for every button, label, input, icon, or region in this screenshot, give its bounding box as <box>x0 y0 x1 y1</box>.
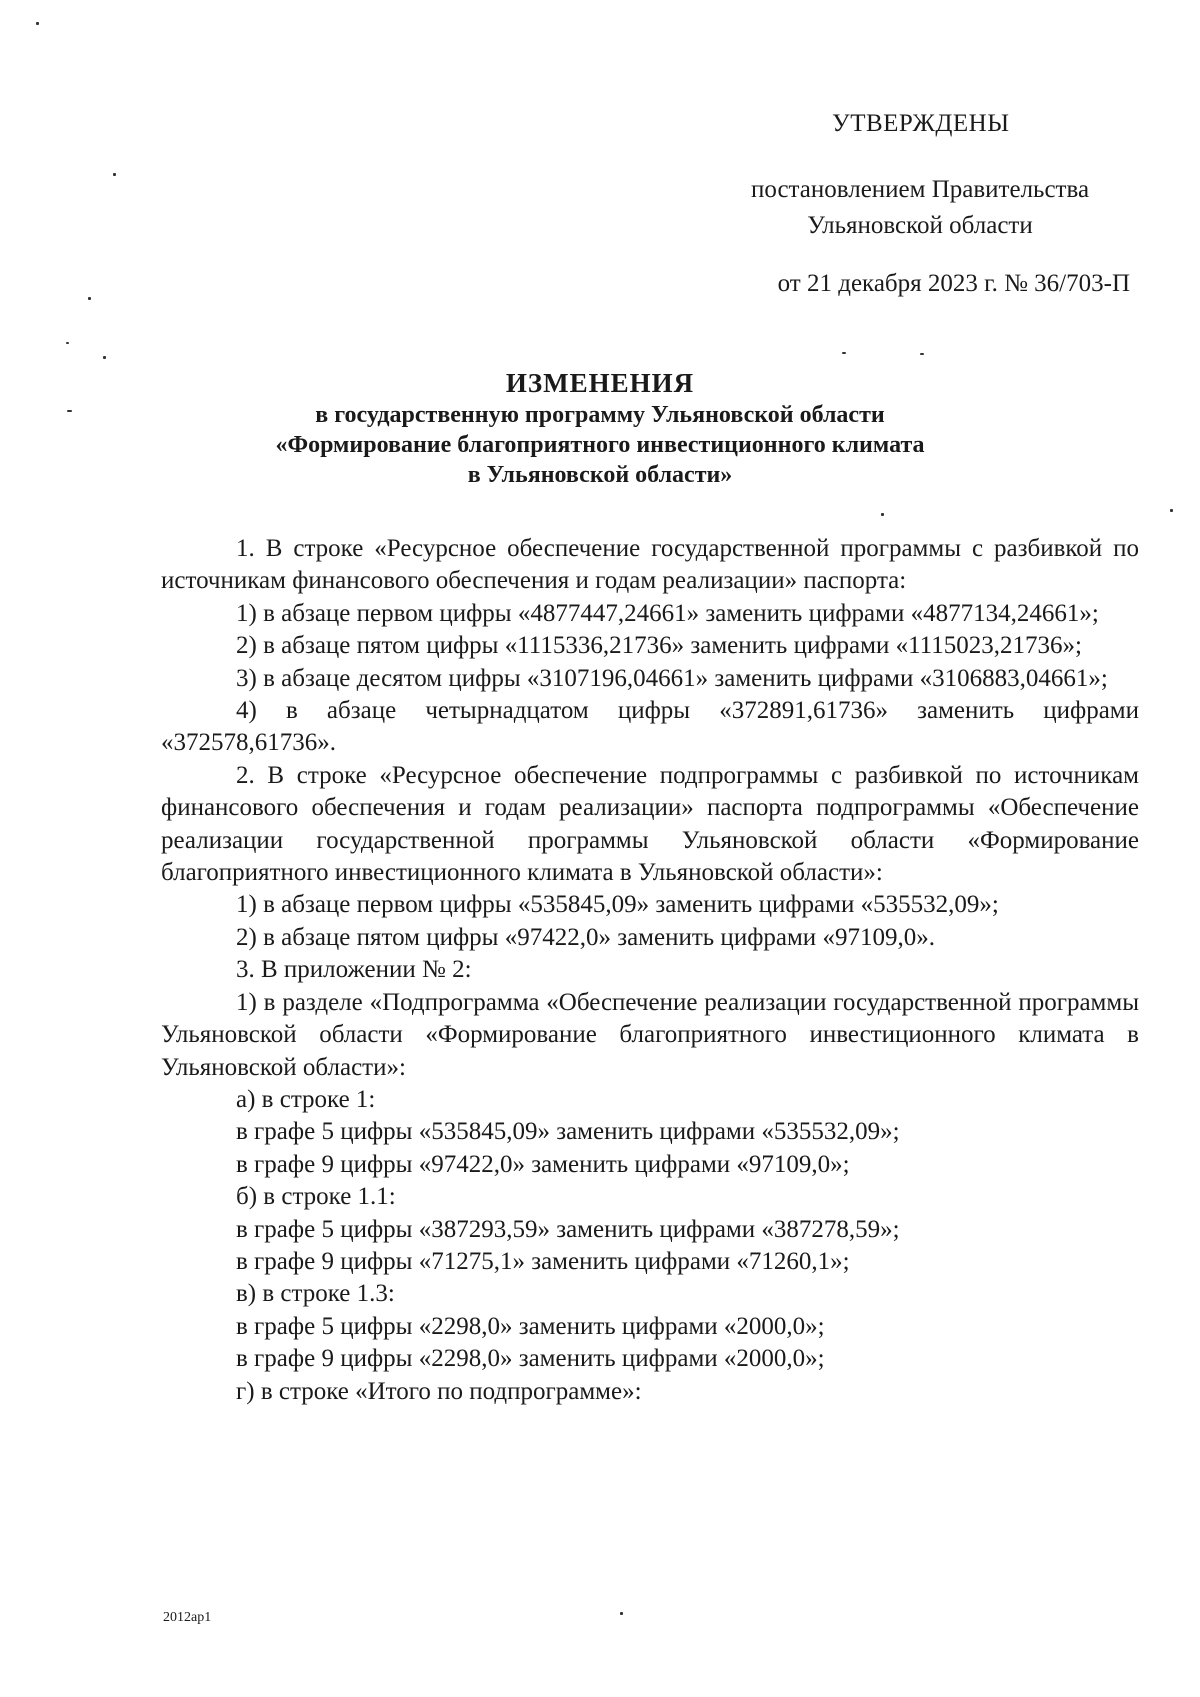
list-item: в графе 5 цифры «2298,0» заменить цифрами «2000,0»; <box>236 1312 825 1340</box>
scan-speck <box>1170 509 1173 512</box>
scan-speck <box>842 352 846 354</box>
paragraph-3: 3. В приложении № 2: <box>236 956 472 984</box>
title-main: ИЗМЕНЕНИЯ <box>505 368 695 398</box>
paragraph-1: 1. В строке «Ресурсное обеспечение государственной программы с разбивкой по источникам финансового обеспечения и годам реализации» паспорта: <box>161 535 1139 595</box>
approval-heading: УТВЕРЖДЕНЫ <box>832 110 1010 137</box>
footer-code: 2012ap1 <box>163 1610 212 1625</box>
scan-speck <box>88 297 91 300</box>
approval-line-1: постановлением Правительства <box>750 176 1090 203</box>
approval-line-2: Ульяновской области <box>807 212 1033 239</box>
document-title <box>150 366 1050 490</box>
title-line-2: «Формирование благоприятного инвестиционного климата <box>275 432 925 458</box>
paragraph-2: 2. В строке «Ресурсное обеспечение подпрограммы с разбивкой по источникам финансового обеспечения и годам реализации» паспорта подпрограммы «Обеспечение реализации государственной программы Ульяновской области «Формирование благоприятного инвестиционного климата в Ульяновской области»: <box>161 761 1139 887</box>
document-body <box>161 533 1139 1408</box>
approval-date: от 21 декабря 2023 г. № 36/703-П <box>777 270 1130 297</box>
list-item: в) в строке 1.3: <box>236 1280 395 1308</box>
list-item: в графе 5 цифры «387293,59» заменить цифрами «387278,59»; <box>236 1215 900 1243</box>
title-line-1: в государственную программу Ульяновской области <box>315 402 885 428</box>
list-item: в графе 9 цифры «71275,1» заменить цифрами «71260,1»; <box>236 1247 850 1275</box>
scan-speck <box>881 513 884 516</box>
scan-speck <box>920 353 924 355</box>
paragraph-1-item-3: 3) в абзаце десятом цифры «3107196,04661» заменить цифрами «3106883,04661»; <box>236 664 1108 692</box>
scan-speck <box>113 173 116 176</box>
list-item: а) в строке 1: <box>236 1085 376 1113</box>
paragraph-1-item-1: 1) в абзаце первом цифры «4877447,24661» заменить цифрами «4877134,24661»; <box>236 599 1099 627</box>
paragraph-1-item-2: 2) в абзаце пятом цифры «1115336,21736» заменить цифрами «1115023,21736»; <box>236 632 1082 660</box>
paragraph-2-item-2: 2) в абзаце пятом цифры «97422,0» заменить цифрами «97109,0». <box>236 923 935 951</box>
paragraph-3-item-1: 1) в разделе «Подпрограмма «Обеспечение реализации государственной программы Ульяновской области «Формирование благоприятного инвестиционного климата в Ульяновской области»: <box>161 988 1139 1081</box>
list-item: в графе 9 цифры «2298,0» заменить цифрами «2000,0»; <box>236 1345 825 1373</box>
list-item: б) в строке 1.1: <box>236 1183 396 1211</box>
scan-speck <box>66 342 69 344</box>
title-line-3: в Ульяновской области» <box>467 462 733 488</box>
paragraph-2-item-1: 1) в абзаце первом цифры «535845,09» заменить цифрами «535532,09»; <box>236 891 999 919</box>
scan-speck <box>67 410 72 412</box>
list-item: в графе 9 цифры «97422,0» заменить цифрами «97109,0»; <box>236 1150 850 1178</box>
scan-speck <box>620 1612 623 1615</box>
approval-authority <box>700 172 1140 244</box>
scan-speck <box>103 356 106 359</box>
list-item: в графе 5 цифры «535845,09» заменить цифрами «535532,09»; <box>236 1118 900 1146</box>
scan-speck <box>36 22 39 25</box>
list-item: г) в строке «Итого по подпрограмме»: <box>236 1377 642 1405</box>
paragraph-1-item-4: 4) в абзаце четырнадцатом цифры «372891,61736» заменить цифрами «372578,61736». <box>161 697 1139 757</box>
